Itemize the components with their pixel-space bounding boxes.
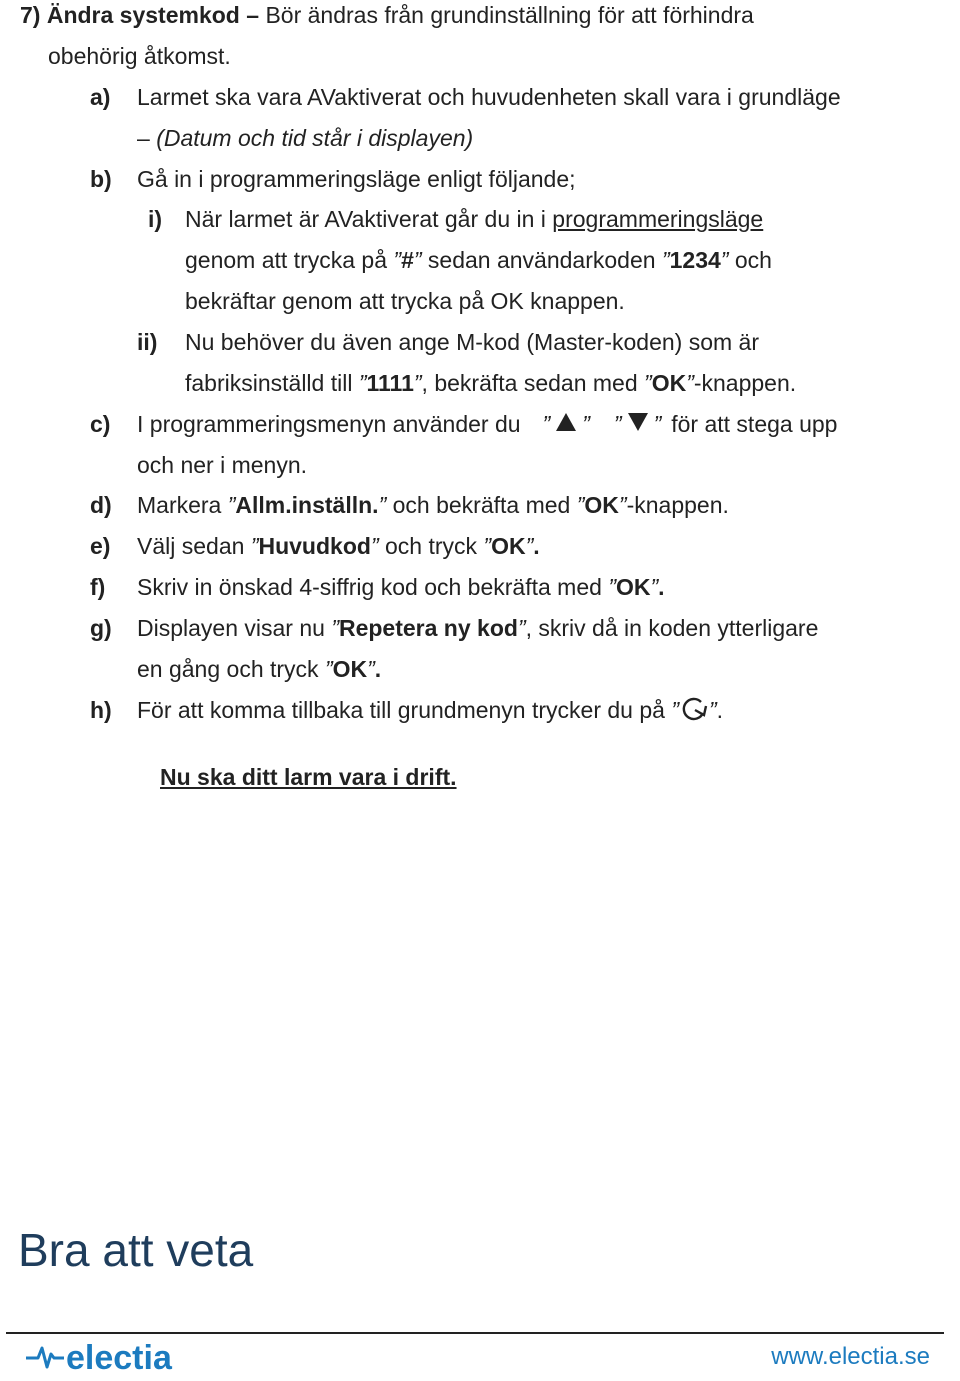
logo-text: electia — [66, 1339, 172, 1377]
step-h-pre: För att komma tillbaka till grundmenyn trycker du på — [137, 697, 672, 723]
step-a-text: Larmet ska vara AVaktiverat och huvudenheten skall vara i grundläge — [137, 84, 841, 110]
substep-i-l2-pre: genom att trycka på — [185, 247, 394, 273]
substep-i-line2: genom att trycka på ”#” sedan användarkoden ”1234” och — [185, 247, 772, 273]
back-arrow-icon — [679, 696, 709, 729]
substep-i-marker: i) — [148, 206, 163, 232]
hash-key: # — [401, 247, 414, 273]
substep-ii-line1: Nu behöver du även ange M-kod (Master-koden) som är — [185, 329, 760, 355]
step-h-marker: h) — [90, 697, 112, 723]
substep-i-l2-mid: sedan användarkoden — [427, 247, 662, 273]
step-a-italic: (Datum och tid står i displayen) — [156, 125, 474, 151]
step-d-mid: och bekräfta med — [386, 492, 577, 518]
electia-logo — [26, 1340, 172, 1376]
step-c-pre: I programmeringsmenyn använder du — [137, 411, 521, 437]
step-f-pre: Skriv in önskad 4-siffrig kod och bekräfta med — [137, 574, 609, 600]
step-g-l2-pre: en gång och tryck — [137, 656, 325, 682]
final-note: Nu ska ditt larm vara i drift. — [160, 764, 457, 790]
section-heading — [20, 0, 754, 30]
pulse-wave-icon — [26, 1340, 64, 1376]
substep-ii-marker: ii) — [137, 329, 158, 355]
user-code: 1234 — [669, 247, 721, 273]
ok-key: OK — [332, 656, 368, 682]
step-f-marker: f) — [90, 574, 106, 600]
step-g-mid: , skriv då in koden ytterligare — [525, 615, 819, 641]
ok-key: OK — [651, 370, 687, 396]
heading-desc: Bör ändras från grundinställning för att förhindra — [265, 2, 754, 28]
step-c-line2: och ner i menyn. — [137, 452, 308, 478]
display-repeat-code: Repetera ny kod — [338, 615, 518, 641]
ok-key: OK — [584, 492, 619, 518]
step-c-line1: I programmeringsmenyn använder du ” ” ” ” för att stega upp — [137, 411, 838, 437]
step-g-pre: Displayen visar nu — [137, 615, 332, 641]
substep-i-line3: bekräftar genom att trycka på OK knappen. — [185, 288, 625, 314]
step-d-post: -knappen. — [626, 492, 729, 518]
website-link[interactable]: www.electia.se — [771, 1343, 930, 1370]
footer-title: Bra att veta — [18, 1224, 254, 1276]
step-e-text: Välj sedan ”Huvudkod” och tryck ”OK”. — [137, 533, 540, 559]
substep-ii-l2-mid: , bekräfta sedan med — [421, 370, 645, 396]
substep-i-line1 — [185, 204, 763, 234]
step-c-post: för att stega upp — [671, 411, 838, 437]
step-f-post: . — [658, 574, 665, 600]
heading-dash: – — [239, 2, 266, 28]
step-h-post: . — [716, 697, 724, 723]
substep-i-pre: När larmet är AVaktiverat går du in i — [185, 206, 553, 232]
ok-key: OK — [615, 574, 651, 600]
substep-i-l2-post: och — [728, 247, 772, 273]
step-g-line2: en gång och tryck ”OK”. — [137, 656, 382, 682]
step-g-marker: g) — [90, 615, 112, 641]
programming-mode-link: programmeringsläge — [552, 206, 764, 232]
heading-desc-cont: obehörig åtkomst. — [48, 43, 231, 69]
master-code: 1111 — [366, 370, 414, 396]
step-h-text: För att komma tillbaka till grundmenyn trycker du på ” ”. — [137, 695, 723, 729]
substep-ii-l2-post: -knappen. — [693, 370, 797, 396]
step-g-post: . — [374, 656, 382, 682]
step-a-note — [137, 123, 473, 153]
step-g-line1: Displayen visar nu ”Repetera ny kod”, skriv då in koden ytterligare — [137, 615, 819, 641]
step-d-text: Markera ”Allm.inställn.” och bekräfta med ”OK”-knappen. — [137, 492, 729, 518]
substep-ii-line2: fabriksinställd till ”1111”, bekräfta sedan med ”OK”-knappen. — [185, 370, 797, 396]
heading-title: 7) Ändra systemkod — [20, 2, 240, 28]
step-f-text: Skriv in önskad 4-siffrig kod och bekräfta med ”OK”. — [137, 574, 665, 600]
step-d-pre: Markera — [137, 492, 228, 518]
step-e-mid: och tryck — [378, 533, 484, 559]
step-d-marker: d) — [90, 492, 112, 518]
step-e-marker: e) — [90, 533, 111, 559]
footer-divider — [6, 1332, 944, 1334]
up-triangle-icon — [556, 413, 576, 431]
step-b-marker: b) — [90, 166, 112, 192]
menu-huvudkod: Huvudkod — [258, 533, 371, 559]
step-a-marker: a) — [90, 84, 111, 110]
substep-ii-l2-pre: fabriksinställd till — [185, 370, 359, 396]
step-a-dash: – — [137, 125, 157, 151]
step-e-pre: Välj sedan — [137, 533, 251, 559]
step-e-post: . — [533, 533, 540, 559]
step-c-marker: c) — [90, 411, 111, 437]
ok-key: OK — [491, 533, 526, 559]
step-b-text: Gå in i programmeringsläge enligt följande; — [137, 166, 576, 192]
down-triangle-icon — [628, 413, 648, 431]
menu-allm-installn: Allm.inställn. — [235, 492, 379, 518]
